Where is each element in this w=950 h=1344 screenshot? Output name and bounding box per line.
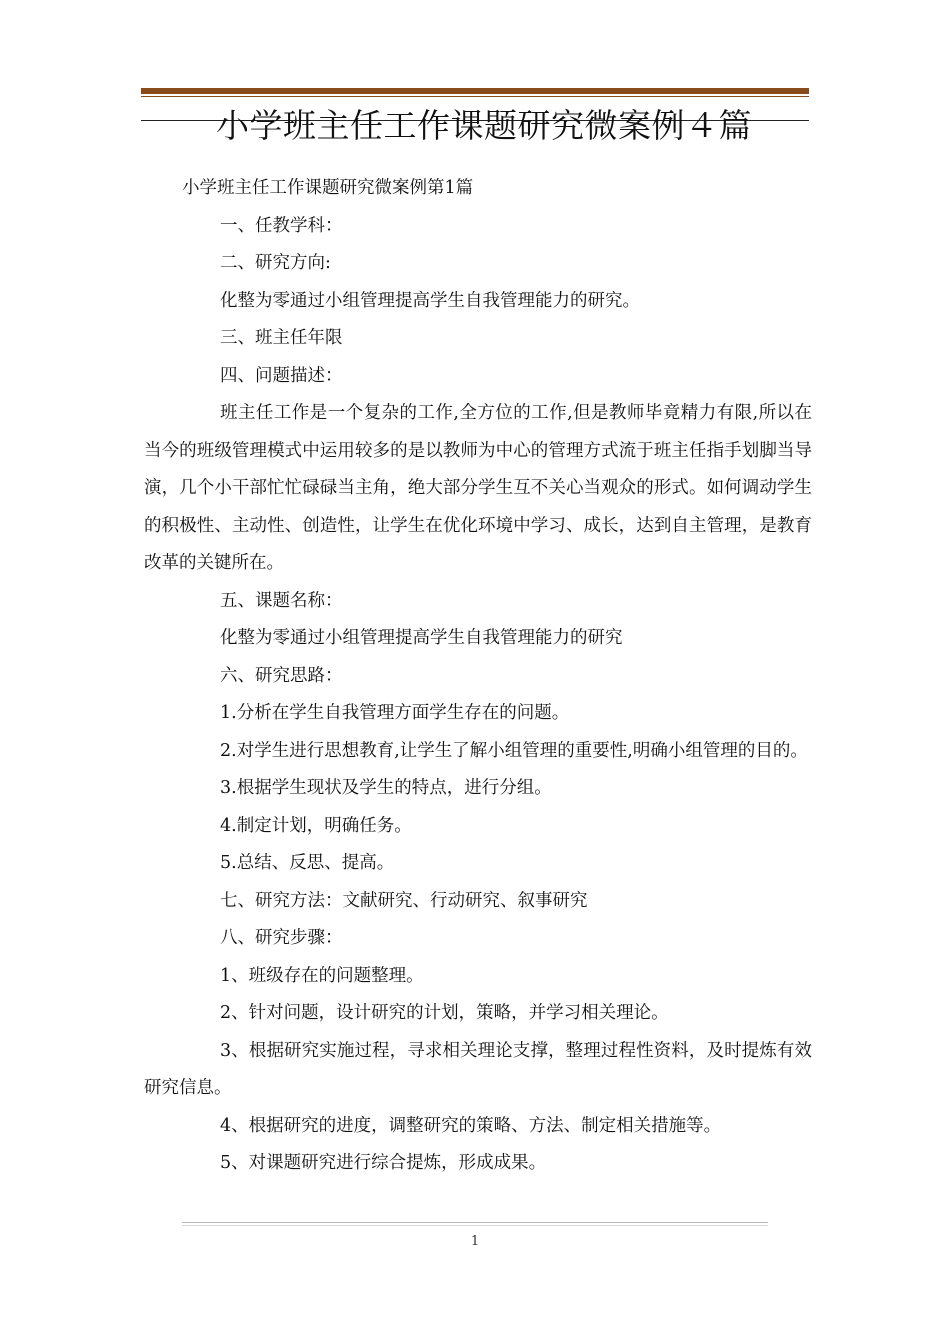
page-number: 1 <box>470 1234 480 1249</box>
section-subtitle: 小学班主任工作课题研究微案例第1篇 <box>182 178 474 198</box>
header-rule-thin <box>141 96 809 97</box>
paragraph-line: 4.制定计划，明确任务。 <box>220 815 412 836</box>
problem-description-paragraph: 班主任工作是一个复杂的工作,全方位的工作,但是教师毕竟精力有限,所以在当今的班级管理模式中运用较多的是以教师为中心的管理方式流于班主任指手划脚当导演，几个小干部忙忙碌碌当主角，绝大部分学生互不关心当观众的形式。如何调动学生的积极性、主动性、创造性，让学生在优化环境中学习、成长，达到自主管理，是教育改革的关键所在。 <box>144 403 812 573</box>
paragraph-line: 5、对课题研究进行综合提炼，形成成果。 <box>220 1153 547 1173</box>
paragraph-line: 3.根据学生现状及学生的特点，进行分组。 <box>220 778 552 798</box>
header-rule <box>141 88 809 94</box>
paragraph-line: 一、任教学科： <box>220 215 343 236</box>
paragraph-wrapped: 3、根据研究实施过程，寻求相关理论支撑，整理过程性资料，及时提炼有效研究信息。 <box>144 1040 812 1098</box>
paragraph-line: 八、研究步骤： <box>220 928 343 948</box>
document-title: 小学班主任工作课题研究微案例４篇 <box>216 106 752 145</box>
paragraph-line: 5.总结、反思、提高。 <box>220 853 395 873</box>
paragraph-line: 1.分析在学生自我管理方面学生存在的问题。 <box>220 703 570 723</box>
paragraph-wrapped: 2.对学生进行思想教育,让学生了解小组管理的重要性,明确小组管理的目的。 <box>220 740 808 761</box>
paragraph-line: 五、课题名称： <box>220 590 343 611</box>
paragraph-line: 2、针对问题，设计研究的计划，策略，并学习相关理论。 <box>220 1003 669 1023</box>
document-body <box>144 170 812 1183</box>
footer-rule <box>182 1222 768 1223</box>
paragraph-line: 化整为零通过小组管理提高学生自我管理能力的研究 <box>220 628 623 648</box>
paragraph-line: 二、研究方向: <box>220 253 331 273</box>
paragraph-line: 化整为零通过小组管理提高学生自我管理能力的研究。 <box>220 290 640 311</box>
paragraph-line: 四、问题描述： <box>220 365 343 386</box>
paragraph-line: 4、根据研究的进度，调整研究的策略、方法、制定相关措施等。 <box>220 1115 722 1136</box>
footer-rule-secondary <box>182 1225 768 1226</box>
paragraph-line: 1、班级存在的问题整理。 <box>220 965 424 986</box>
title-block <box>141 104 809 148</box>
paragraph-line: 七、研究方法：文献研究、行动研究、叙事研究 <box>220 890 588 911</box>
paragraph-line: 六、研究思路： <box>220 665 343 686</box>
paragraph-line: 三、班主任年限 <box>220 328 343 348</box>
